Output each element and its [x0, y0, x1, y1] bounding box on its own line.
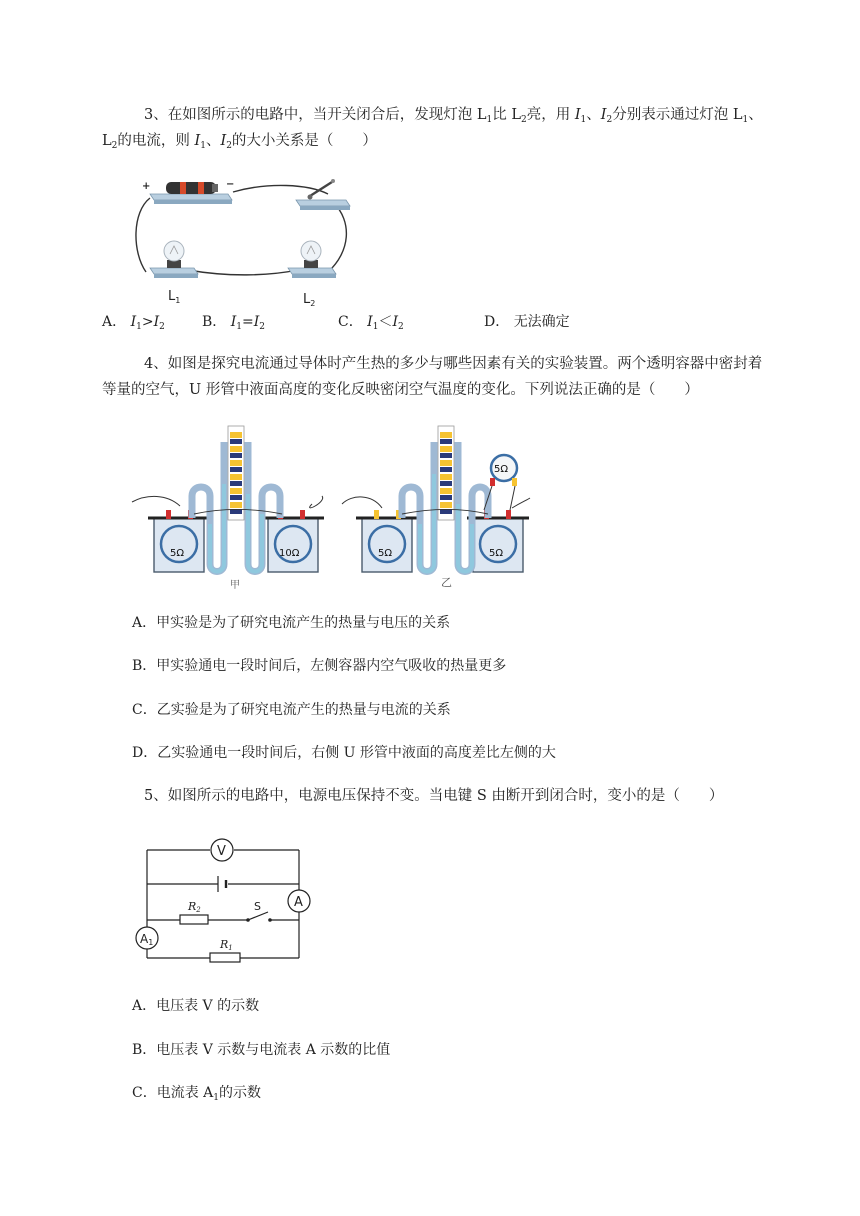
q3-sub: 1 — [486, 115, 493, 125]
q4-option-d[interactable]: D．乙实验通电一段时间后，右侧 U 形管中液面的高度差比左侧的大 — [132, 745, 556, 761]
battery-plus: + — [142, 181, 151, 192]
bulb-l1-icon — [150, 241, 198, 278]
q3-var: I — [600, 107, 607, 123]
q3-var: I — [194, 133, 201, 149]
option-text: 无法确定 — [513, 314, 570, 330]
yi-r-left: 5Ω — [378, 548, 393, 559]
l2-label-sub: 2 — [310, 299, 316, 308]
q4-apparatus-figure — [132, 424, 532, 592]
q3-text: 、 — [205, 133, 221, 149]
option-letter: C． — [338, 314, 363, 330]
yi-r-external: 5Ω — [494, 464, 509, 475]
q3-sub: 2 — [520, 115, 527, 125]
svg-text:L2 — [303, 292, 315, 308]
q4-option-a[interactable]: A．甲实验是为了研究电流产生的热量与电压的关系 — [132, 615, 451, 631]
q3-line2 — [102, 130, 377, 152]
battery-minus: − — [226, 179, 235, 190]
bulb-l2-icon — [288, 241, 336, 278]
option-letter: D． — [484, 314, 510, 330]
yi-r-right: 5Ω — [489, 548, 504, 559]
ammeter-a-icon — [288, 890, 310, 912]
jia-apparatus — [132, 426, 324, 591]
q4-option-c[interactable]: C．乙实验是为了研究电流产生的热量与电流的关系 — [132, 702, 451, 718]
q5-option-a[interactable]: A．电压表 V 的示数 — [132, 998, 260, 1014]
q3-text: 的大小关系是（ ） — [231, 133, 377, 149]
q3-text-b: 比 L — [492, 107, 521, 123]
q4-line2: 等量的空气，U 形管中液面高度的变化反映密闭空气温度的变化。下列说法正确的是（ ） — [102, 382, 699, 398]
option-text: C．电流表 A — [132, 1085, 214, 1101]
q3-number: 3 — [144, 107, 154, 123]
svg-text:R1 — [219, 938, 233, 952]
q3-text-f: 、 — [748, 107, 763, 123]
l2-label: L — [303, 292, 311, 307]
option-letter: A． — [102, 314, 127, 330]
option-text: 的示数 — [219, 1085, 262, 1101]
q3-line1 — [144, 104, 763, 126]
l1-label: L — [168, 289, 176, 304]
q3-option-d[interactable] — [484, 311, 570, 333]
q3-var: I — [574, 107, 581, 123]
jia-r-right: 10Ω — [279, 548, 300, 559]
q5-line1 — [144, 785, 723, 807]
q4-option-b[interactable]: B．甲实验通电一段时间后，左侧容器内空气吸收的热量更多 — [132, 658, 507, 674]
svg-text:R2 — [187, 900, 201, 914]
q3-sub: 1 — [580, 115, 587, 125]
q3-sub: 2 — [111, 141, 118, 151]
q4-text: 、如图是探究电流通过导体时产生热的多少与哪些因素有关的实验装置。两个透明容器中密封着 — [153, 356, 763, 372]
jia-r-left: 5Ω — [170, 548, 185, 559]
q3-text-c: 亮，用 — [526, 107, 575, 123]
voltmeter-icon — [211, 839, 233, 861]
q3-sub: 2 — [226, 141, 232, 151]
r1-sub: 1 — [228, 944, 233, 952]
q3-text-d: 、 — [586, 107, 601, 123]
q3-text: 的电流，则 — [117, 133, 195, 149]
q3-circuit-figure — [128, 172, 368, 310]
option-letter: B． — [202, 314, 227, 330]
q3-text: L — [102, 133, 112, 149]
r1-label: R — [220, 938, 229, 951]
voltmeter-label: V — [217, 844, 226, 859]
l1-label-sub: 1 — [175, 296, 181, 305]
q3-sub: 1 — [200, 141, 206, 151]
ammeter-a-label: A — [294, 895, 303, 910]
q3-var: I — [220, 133, 227, 149]
q3-option-c[interactable]: C． $I_1<I_2$ — [338, 311, 484, 333]
r2-label: R — [188, 900, 197, 913]
q3-text-e: 分别表示通过灯泡 L — [612, 107, 743, 123]
option-sub: 1 — [213, 1093, 220, 1103]
q5-circuit-figure — [132, 836, 314, 962]
q3-sub: 1 — [742, 115, 749, 125]
r2-sub: 2 — [196, 906, 201, 914]
jia-label: 甲 — [230, 580, 240, 591]
ammeter-a1-sub: 1 — [148, 938, 154, 947]
switch-s-label: S — [254, 900, 261, 913]
q3-option-a[interactable]: A． $I_1>I_2$ — [102, 311, 202, 333]
q4-number: 4 — [144, 356, 154, 372]
svg-text:L1 — [168, 289, 180, 305]
switch-icon — [296, 179, 350, 210]
yi-apparatus — [342, 426, 530, 589]
q3-options — [102, 311, 570, 333]
q3-option-b[interactable]: B． $I_1=I_2$ — [202, 311, 338, 333]
q5-option-b[interactable]: B．电压表 V 示数与电流表 A 示数的比值 — [132, 1042, 391, 1058]
q4-line1 — [144, 353, 762, 375]
q3-sub: 2 — [606, 115, 613, 125]
battery-icon — [150, 182, 232, 204]
q5-option-c[interactable] — [132, 1082, 261, 1104]
q5-text: 、如图所示的电路中，电源电压保持不变。当电键 S 由断开到闭合时，变小的是（ ） — [153, 788, 724, 804]
ammeter-a1-icon — [136, 927, 158, 949]
q3-text-a: 、在如图所示的电路中，当开关闭合后，发现灯泡 L — [153, 107, 487, 123]
q5-number: 5 — [144, 788, 154, 804]
yi-label: 乙 — [441, 576, 452, 589]
ammeter-a1-label: A — [140, 932, 149, 946]
